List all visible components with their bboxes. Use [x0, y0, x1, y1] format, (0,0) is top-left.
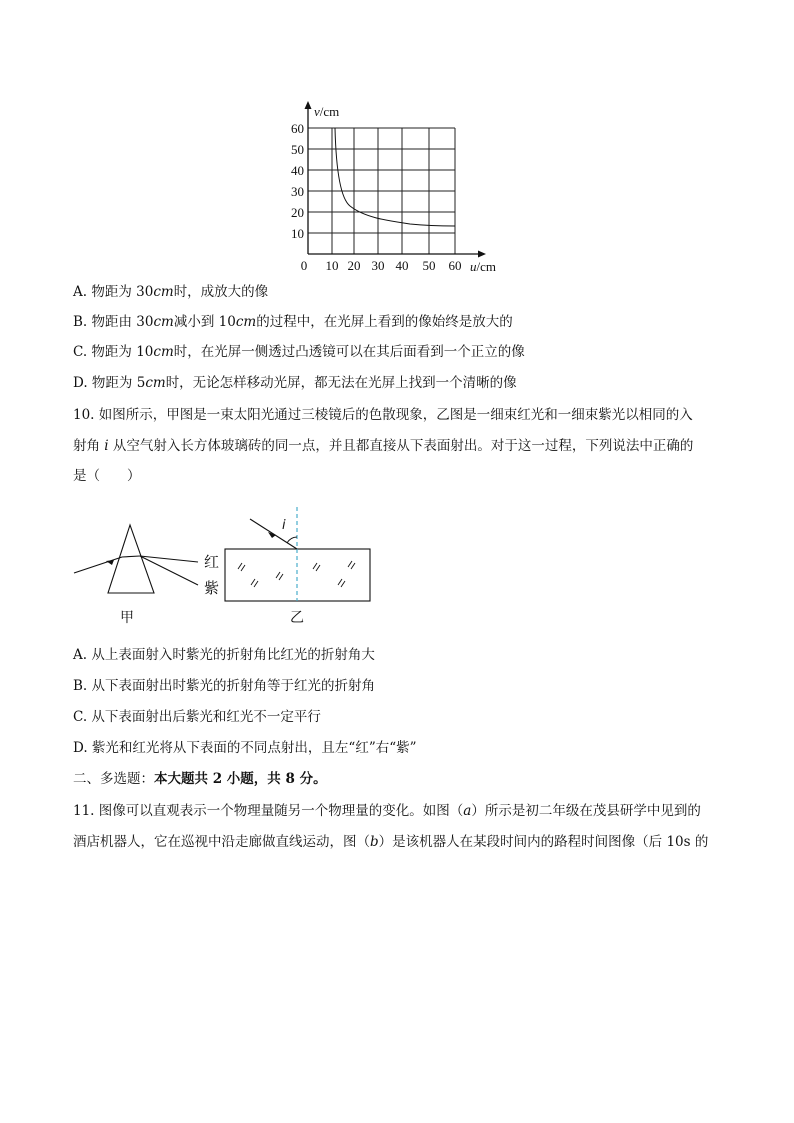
y-tick-labels	[291, 121, 304, 241]
image-distance-graph	[280, 98, 520, 283]
angle-i-label: i	[282, 518, 286, 533]
inside-ray	[122, 556, 140, 557]
image-distance-curve	[335, 128, 455, 226]
prism-diagram	[74, 525, 198, 593]
q9-option-c: C. 物距为 10cm时，在光屏一侧透过凸透镜可以在其后面看到一个正立的像	[73, 344, 525, 360]
incident-beam	[250, 519, 297, 549]
q10-stem-line-2: 射角 i 从空气射入长方体玻璃砖的同一点，并且都直接从下表面射出。对于这一过程，下列说法中正确的	[73, 438, 694, 454]
y-tick-label: 10	[291, 226, 304, 241]
q10-option-c: C. 从下表面射出后紫光和红光不一定平行	[73, 709, 321, 725]
red-label: 红	[204, 553, 220, 571]
q9-option-a: A. 物距为 30cm时，成放大的像	[73, 284, 269, 300]
section-heading: 二、多选题：本大题共 2 小题，共 8 分。	[73, 771, 327, 787]
q10-option-d: D. 紫光和红光将从下表面的不同点射出，且左“红”右“紫”	[73, 740, 417, 756]
x-tick-label: 50	[422, 258, 436, 273]
q11-stem-line-2: 酒店机器人，它在巡视中沿走廊做直线运动，图（b）是该机器人在某段时间内的路程时间图像（后 10s 的	[73, 834, 709, 850]
purple-ray	[140, 556, 198, 585]
refraction-figure	[68, 505, 388, 630]
red-ray	[140, 556, 198, 562]
graph-grid	[308, 128, 455, 254]
q10-option-a: A. 从上表面射入时紫光的折射角比红光的折射角大	[73, 647, 375, 663]
x-tick-label: 30	[371, 258, 385, 273]
x-tick-label: 0	[300, 258, 308, 273]
x-tick-label: 40	[395, 258, 409, 273]
glass-block-diagram	[225, 507, 370, 601]
x-tick-labels	[301, 258, 462, 273]
x-axis-label: u/cm	[470, 259, 496, 274]
jia-label: 甲	[120, 610, 134, 626]
y-tick-label: 60	[291, 121, 304, 136]
q10-stem-line-3: 是（ ）	[73, 468, 141, 484]
y-tick-label: 30	[291, 184, 304, 199]
purple-label: 紫	[204, 579, 220, 597]
x-tick-label: 20	[347, 258, 361, 273]
x-tick-label: 60	[448, 258, 462, 273]
q9-option-b: B. 物距由 30cm减小到 10cm的过程中，在光屏上看到的像始终是放大的	[73, 314, 513, 330]
x-tick-label: 10	[325, 258, 339, 273]
q9-option-d: D. 物距为 5cm时，无论怎样移动光屏，都无法在光屏上找到一个清晰的像	[73, 375, 517, 391]
yi-label: 乙	[290, 610, 304, 626]
y-tick-label: 40	[291, 163, 304, 178]
q10-option-b: B. 从下表面射出时紫光的折射角等于红光的折射角	[73, 678, 376, 694]
q10-stem-line-1: 10. 如图所示，甲图是一束太阳光通过三棱镜后的色散现象，乙图是一细束红光和一细束紫光以相同的入	[73, 407, 693, 423]
q11-stem-line-1: 11. 图像可以直观表示一个物理量随另一个物理量的变化。如图（a）所示是初二年级在茂县研学中见到的	[73, 803, 701, 819]
y-tick-label: 50	[291, 142, 304, 157]
y-tick-label: 20	[291, 205, 304, 220]
y-axis-label: v/cm	[314, 104, 340, 119]
angle-arc	[287, 537, 297, 543]
